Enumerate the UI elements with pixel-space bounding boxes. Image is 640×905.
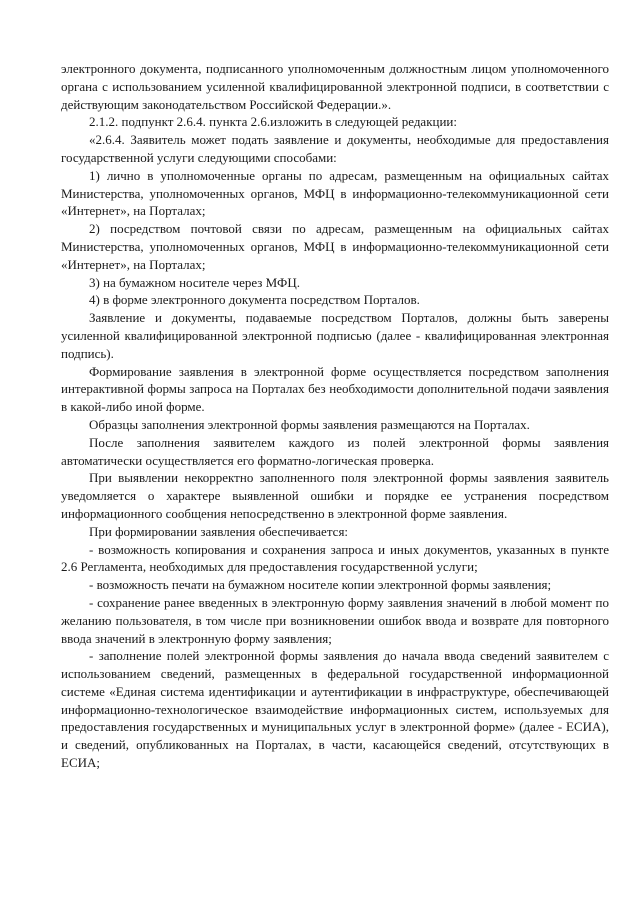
paragraph-electronic-form: Формирование заявления в электронной форме осуществляется посредством заполнения интерактивной формы запроса на Порталах без необходимости дополнительной подачи заявления в какой-либо иной форме.	[61, 363, 609, 415]
paragraph-signature-requirement: Заявление и документы, подаваемые посредством Порталов, должны быть заверены усиленной квалифицированной электронной подписью (далее - квалифицированная электронная подпись).	[61, 310, 609, 361]
paragraph-continuation: электронного документа, подписанного уполномоченным должностным лицом уполномоченного органа с использованием усиленной квалифицированной электронной подписи, в соответствии с действующим законодательством Российской Федерации.».	[61, 61, 609, 112]
paragraph-subclause-2-1-2: 2.1.2. подпункт 2.6.4. пункта 2.6.изложить в следующей редакции:	[89, 114, 457, 130]
document-page	[61, 60, 609, 772]
paragraph-clause-2-6-4: «2.6.4. Заявитель может подать заявление и документы, необходимые для предоставления государственной услуги следующими способами:	[61, 132, 609, 165]
list-item-save: - сохранение ранее введенных в электронную форму заявления значений в любой момент по желанию пользователя, в том числе при возникновении ошибок ввода и возврате для повторного ввода значений в электронную форму заявления;	[61, 594, 609, 646]
paragraph-error-notification: При выявлении некорректно заполненного поля электронной формы заявления заявитель уведомляется о характере выявленной ошибки и порядке ее устранения посредством информационного сообщения непосредственно в электронной форме заявления.	[61, 470, 609, 521]
paragraph-method-1: 1) лично в уполномоченные органы по адресам, размещенным на официальных сайтах Министерства, уполномоченных органов, МФЦ в информационно-телекоммуникационной сети «Интернет», на Порталах;	[61, 167, 609, 219]
list-item-print: - возможность печати на бумажном носителе копии электронной формы заявления;	[89, 577, 552, 593]
paragraph-method-3: 3) на бумажном носителе через МФЦ.	[89, 274, 300, 290]
paragraph-provisions-intro: При формировании заявления обеспечивается:	[89, 523, 349, 539]
paragraph-method-4: 4) в форме электронного документа посредством Порталов.	[89, 292, 420, 308]
paragraph-method-2: 2) посредством почтовой связи по адресам, размещенным на официальных сайтах Министерства, уполномоченных органов, МФЦ в информационно-телекоммуникационной сети «Интернет», на Порталах;	[61, 221, 609, 272]
list-item-copy: - возможность копирования и сохранения запроса и иных документов, указанных в пункте 2.6 Регламента, необходимых для предоставления государственной услуги;	[61, 541, 609, 575]
paragraph-format-check: После заполнения заявителем каждого из полей электронной формы заявления автоматически осуществляется его форматно-логическая проверка.	[61, 434, 609, 468]
list-item-prefill: - заполнение полей электронной формы заявления до начала ввода сведений заявителем с использованием сведений, размещенных в федеральной государственной информационной системе «Единая система идентификации и аутентификации в инфраструктуре, обеспечивающей информационно-технологическое взаимодействие информационных систем, используемых для предоставления государственных и муниципальных услуг в электронной форме» (далее - ЕСИА), и сведений, опубликованных на Порталах, в части, касающейся сведений, отсутствующих в ЕСИА;	[61, 648, 609, 771]
paragraph-samples: Образцы заполнения электронной формы заявления размещаются на Порталах.	[89, 416, 530, 432]
